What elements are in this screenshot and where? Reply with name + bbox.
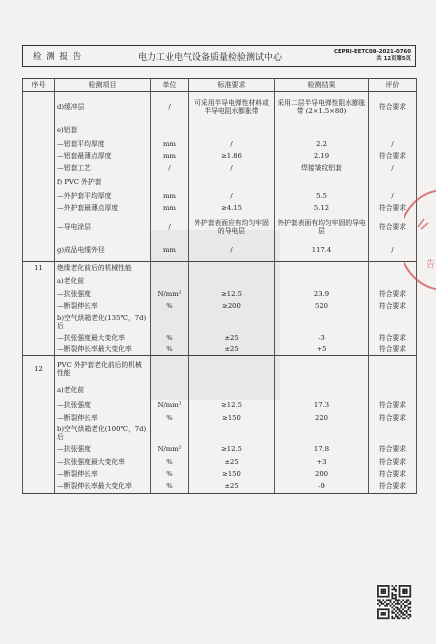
table-row	[23, 456, 417, 468]
cell-result: +5	[275, 344, 369, 356]
table-row	[23, 162, 417, 174]
cell-evaluation: /	[369, 190, 417, 202]
col-header-evaluation: 评价	[369, 79, 417, 92]
cell-item: f) PVC 外护套	[55, 174, 151, 190]
cell-requirement: ≥200	[189, 300, 275, 312]
cell-unit	[151, 174, 189, 190]
cell-evaluation: 符合要求	[369, 300, 417, 312]
cell-unit: /	[151, 214, 189, 240]
cell-result: 2.2	[275, 138, 369, 150]
cell-unit	[151, 356, 189, 382]
cell-unit: /	[151, 92, 189, 122]
cell-result: 200	[275, 468, 369, 480]
table-row	[23, 190, 417, 202]
cell-result	[275, 382, 369, 398]
cell-no: 12	[23, 356, 55, 382]
cell-evaluation: 符合要求	[369, 344, 417, 356]
cell-result	[275, 262, 369, 274]
table-row	[23, 288, 417, 300]
cell-item: —断裂伸长率	[55, 412, 151, 424]
cell-requirement: ±25	[189, 480, 275, 494]
cell-evaluation: 符合要求	[369, 480, 417, 494]
cell-unit: mm	[151, 150, 189, 162]
cell-requirement	[189, 122, 275, 138]
cell-no	[23, 240, 55, 262]
cell-unit	[151, 382, 189, 398]
cell-no	[23, 190, 55, 202]
cell-result: -3	[275, 332, 369, 344]
cell-evaluation: 符合要求	[369, 288, 417, 300]
cell-requirement: ≥150	[189, 412, 275, 424]
col-header-requirement: 标准要求	[189, 79, 275, 92]
cell-no	[23, 442, 55, 456]
cell-requirement: ≥12.5	[189, 442, 275, 456]
cell-no	[23, 300, 55, 312]
table-row	[23, 214, 417, 240]
cell-unit: %	[151, 468, 189, 480]
cell-unit	[151, 312, 189, 332]
cell-unit	[151, 424, 189, 442]
cell-no	[23, 398, 55, 412]
cell-no	[23, 162, 55, 174]
table-row	[23, 424, 417, 442]
cell-item: —铝套最薄点厚度	[55, 150, 151, 162]
cell-requirement	[189, 174, 275, 190]
cell-item: —抗张强度	[55, 442, 151, 456]
cell-evaluation	[369, 356, 417, 382]
cell-item: b)空气烘箱老化(100℃，7d) 后	[55, 424, 151, 442]
cell-result	[275, 122, 369, 138]
stamp-char: 告	[426, 260, 436, 270]
table-row	[23, 202, 417, 214]
cell-no	[23, 480, 55, 494]
cell-item: —断裂伸长率最大变化率	[55, 480, 151, 494]
cell-requirement: ±25	[189, 456, 275, 468]
cell-unit: mm	[151, 190, 189, 202]
cell-unit: N/mm²	[151, 442, 189, 456]
cell-item: —外护套平均厚度	[55, 190, 151, 202]
cell-requirement	[189, 312, 275, 332]
cell-requirement	[189, 382, 275, 398]
cell-result: 外护套表面有均匀牢固的导电层	[275, 214, 369, 240]
cell-item: b)空气烘箱老化(135℃，7d) 后	[55, 312, 151, 332]
col-header-result: 检测结果	[275, 79, 369, 92]
page-indicator: 共 12页第5页	[376, 56, 411, 62]
table-row	[23, 356, 417, 382]
cell-evaluation: 符合要求	[369, 412, 417, 424]
cell-item: —抗张强度最大变化率	[55, 456, 151, 468]
cell-requirement: /	[189, 138, 275, 150]
cell-result: +3	[275, 456, 369, 468]
cell-item: a)老化前	[55, 382, 151, 398]
table-row	[23, 480, 417, 494]
cell-evaluation: 符合要求	[369, 456, 417, 468]
cell-item: —抗张强度最大变化率	[55, 332, 151, 344]
cell-requirement	[189, 274, 275, 288]
cell-evaluation: 符合要求	[369, 468, 417, 480]
red-seal-stamp	[404, 185, 436, 295]
cell-unit: %	[151, 480, 189, 494]
col-header-unit: 单位	[151, 79, 189, 92]
cell-result: 17.8	[275, 442, 369, 456]
cell-result: 焊接皱纹铝套	[275, 162, 369, 174]
table-row	[23, 332, 417, 344]
cell-requirement: /	[189, 240, 275, 262]
cell-evaluation: 符合要求	[369, 150, 417, 162]
cell-result: 5.5	[275, 190, 369, 202]
report-number-block	[319, 49, 415, 63]
cell-no	[23, 92, 55, 122]
cell-requirement: ≥1.86	[189, 150, 275, 162]
cell-evaluation: /	[369, 240, 417, 262]
cell-result: 5.12	[275, 202, 369, 214]
table-row	[23, 312, 417, 332]
cell-item: —断裂伸长率	[55, 300, 151, 312]
cell-result: 520	[275, 300, 369, 312]
cell-no	[23, 122, 55, 138]
center-name: 电力工业电气设备质量检验测试中心	[137, 52, 282, 63]
cell-item: —导电涂层	[55, 214, 151, 240]
cell-unit: mm	[151, 240, 189, 262]
cell-result: 117.4	[275, 240, 369, 262]
cell-item: —外护套最薄点厚度	[55, 202, 151, 214]
cell-evaluation: 符合要求	[369, 442, 417, 456]
report-title: 检 测 报 告	[33, 52, 83, 62]
cell-item: —铝套工艺	[55, 162, 151, 174]
test-results-table	[22, 78, 417, 494]
cell-result: 采用二层半导电弹性阻水膨胀带 (2×1.5×80)	[275, 92, 369, 122]
report-number: CEPRI-EETC08-2021-0760	[334, 49, 411, 55]
table-row	[23, 240, 417, 262]
cell-result: 2.19	[275, 150, 369, 162]
table-row	[23, 442, 417, 456]
cell-result	[275, 174, 369, 190]
cell-unit: %	[151, 412, 189, 424]
col-header-item: 检测项目	[55, 79, 151, 92]
cell-evaluation: 符合要求	[369, 214, 417, 240]
cell-item: e)铝套	[55, 122, 151, 138]
cell-evaluation	[369, 382, 417, 398]
cell-no	[23, 202, 55, 214]
cell-no	[23, 174, 55, 190]
cell-requirement: 外护套表面应有均匀牢固的导电层	[189, 214, 275, 240]
cell-no	[23, 214, 55, 240]
table-row	[23, 92, 417, 122]
table-row	[23, 262, 417, 274]
cell-evaluation	[369, 122, 417, 138]
cell-item: —铝套平均厚度	[55, 138, 151, 150]
cell-result: 220	[275, 412, 369, 424]
table-row	[23, 122, 417, 138]
cell-item: —抗张强度	[55, 398, 151, 412]
cell-evaluation: 符合要求	[369, 398, 417, 412]
table-row	[23, 174, 417, 190]
cell-result: 23.9	[275, 288, 369, 300]
cell-evaluation: /	[369, 138, 417, 150]
cell-item: d)缓冲层	[55, 92, 151, 122]
cell-requirement: ≥4.15	[189, 202, 275, 214]
cell-item: —断裂伸长率最大变化率	[55, 344, 151, 356]
col-header-no: 序号	[23, 79, 55, 92]
cell-result	[275, 356, 369, 382]
cell-unit: N/mm²	[151, 288, 189, 300]
cell-requirement: ≥12.5	[189, 398, 275, 412]
cell-unit: %	[151, 300, 189, 312]
table-row	[23, 382, 417, 398]
cell-requirement: ±25	[189, 332, 275, 344]
cell-unit	[151, 274, 189, 288]
cell-requirement	[189, 424, 275, 442]
cell-item: PVC 外护套老化前后的机械性能	[55, 356, 151, 382]
cell-evaluation: 符合要求	[369, 202, 417, 214]
report-header	[22, 45, 416, 67]
cell-no	[23, 382, 55, 398]
cell-requirement: /	[189, 162, 275, 174]
cell-evaluation: /	[369, 162, 417, 174]
cell-no	[23, 468, 55, 480]
table-row	[23, 344, 417, 356]
cell-unit	[151, 122, 189, 138]
table-row	[23, 150, 417, 162]
cell-item: a)老化前	[55, 274, 151, 288]
cell-requirement: /	[189, 190, 275, 202]
table-row	[23, 398, 417, 412]
cell-requirement	[189, 262, 275, 274]
cell-no	[23, 412, 55, 424]
cell-result	[275, 274, 369, 288]
cell-item: 绝缘老化前后的机械性能	[55, 262, 151, 274]
cell-no	[23, 312, 55, 332]
cell-result	[275, 312, 369, 332]
cell-requirement: ≥150	[189, 468, 275, 480]
cell-no	[23, 288, 55, 300]
cell-no	[23, 150, 55, 162]
cell-result	[275, 424, 369, 442]
cell-unit: /	[151, 162, 189, 174]
cell-unit: %	[151, 456, 189, 468]
cell-unit: mm	[151, 138, 189, 150]
cell-evaluation	[369, 312, 417, 332]
cell-unit: %	[151, 332, 189, 344]
table-row	[23, 274, 417, 288]
cell-result: -9	[275, 480, 369, 494]
cell-item: —断裂伸长率	[55, 468, 151, 480]
cell-requirement: 可采用半导电弹性材料或半导电阻水膨胀带	[189, 92, 275, 122]
cell-unit: N/mm²	[151, 398, 189, 412]
cell-unit: mm	[151, 202, 189, 214]
table-row	[23, 300, 417, 312]
table-body	[23, 92, 417, 494]
cell-item: g)成品电缆外径	[55, 240, 151, 262]
cell-evaluation: 符合要求	[369, 332, 417, 344]
cell-no	[23, 332, 55, 344]
cell-item: —抗张强度	[55, 288, 151, 300]
cell-requirement: ±25	[189, 344, 275, 356]
cell-no	[23, 274, 55, 288]
cell-result: 17.3	[275, 398, 369, 412]
cell-no: 11	[23, 262, 55, 274]
table-header-row	[23, 79, 417, 92]
cell-evaluation	[369, 424, 417, 442]
cell-unit	[151, 262, 189, 274]
cell-evaluation: 符合要求	[369, 92, 417, 122]
cell-requirement	[189, 356, 275, 382]
table-row	[23, 412, 417, 424]
cell-no	[23, 344, 55, 356]
cell-unit: %	[151, 344, 189, 356]
qr-code	[376, 584, 412, 620]
table-row	[23, 138, 417, 150]
cell-no	[23, 424, 55, 442]
table-row	[23, 468, 417, 480]
cell-requirement: ≥12.5	[189, 288, 275, 300]
cell-no	[23, 138, 55, 150]
cell-no	[23, 456, 55, 468]
